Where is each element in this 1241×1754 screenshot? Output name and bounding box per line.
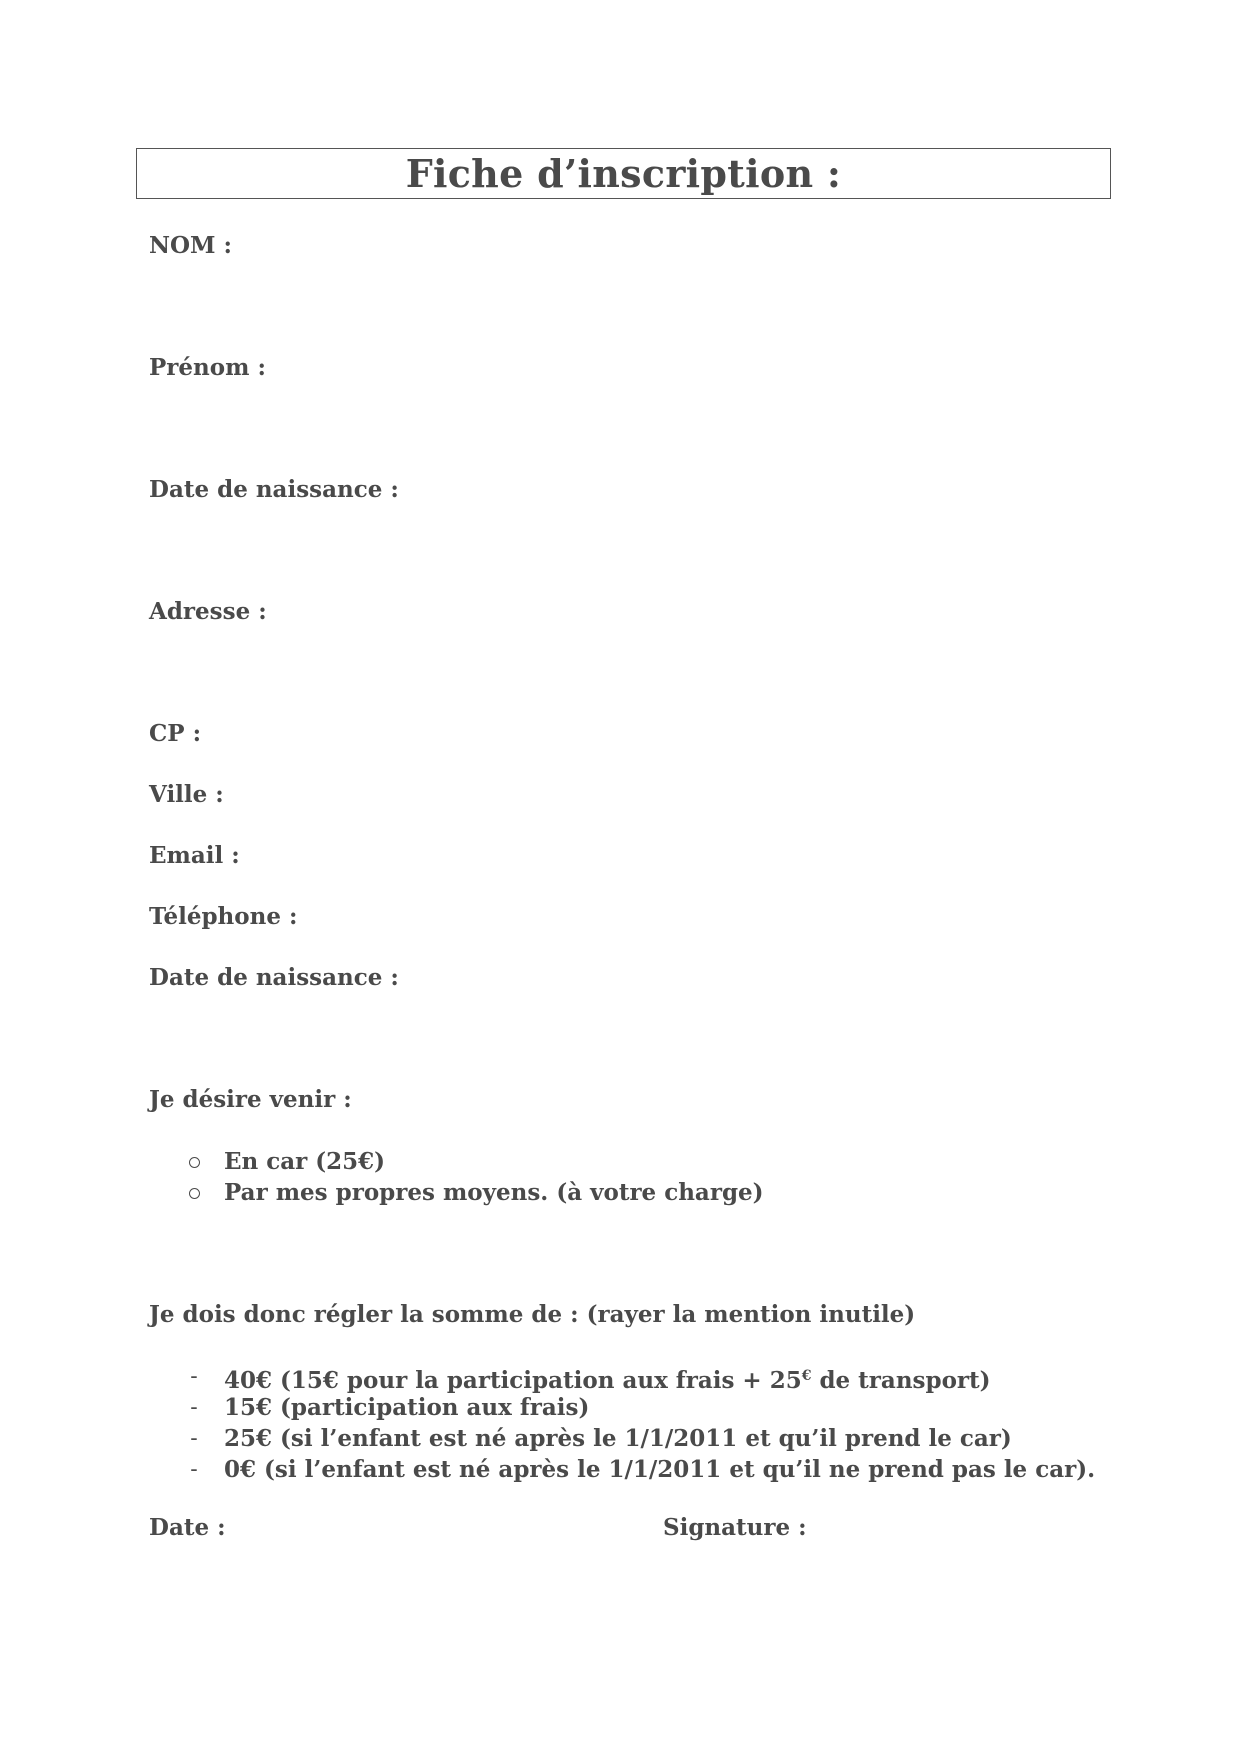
payment-question: Je dois donc régler la somme de : (rayer la mention inutile) [149,1301,916,1328]
dash-bullet-icon: - [190,1364,198,1389]
date-label: Date : [149,1514,226,1541]
transport-question: Je désire venir : [149,1086,352,1113]
payment-option-label: 40€ (15€ pour la participation aux frais + 25€ de transport) [224,1367,991,1394]
adresse-label: Adresse : [149,598,267,625]
prenom-label: Prénom : [149,354,266,381]
date-naissance-2-label: Date de naissance : [149,964,399,991]
dash-bullet-icon: - [190,1426,198,1451]
transport-option-label: Par mes propres moyens. (à votre charge) [224,1179,764,1206]
signature-label: Signature : [663,1514,807,1541]
payment-option-label: 25€ (si l’enfant est né après le 1/1/2011 et qu’il prend le car) [224,1425,1012,1452]
page-title: Fiche d’inscription : [405,151,842,196]
dash-bullet-icon: - [190,1457,198,1482]
circle-bullet-icon [186,1146,202,1177]
payment-option-label: 0€ (si l’enfant est né après le 1/1/2011 et qu’il ne prend pas le car). [224,1456,1096,1483]
title-box [136,148,1111,199]
transport-option-label: En car (25€) [224,1148,386,1175]
payment-option-label: 15€ (participation aux frais) [224,1394,590,1421]
ville-label: Ville : [149,781,224,808]
circle-bullet-icon [186,1177,202,1208]
email-label: Email : [149,842,240,869]
nom-label: NOM : [149,232,233,259]
date-naissance-label: Date de naissance : [149,476,399,503]
dash-bullet-icon: - [190,1395,198,1420]
cp-label: CP : [149,720,202,747]
telephone-label: Téléphone : [149,903,298,930]
